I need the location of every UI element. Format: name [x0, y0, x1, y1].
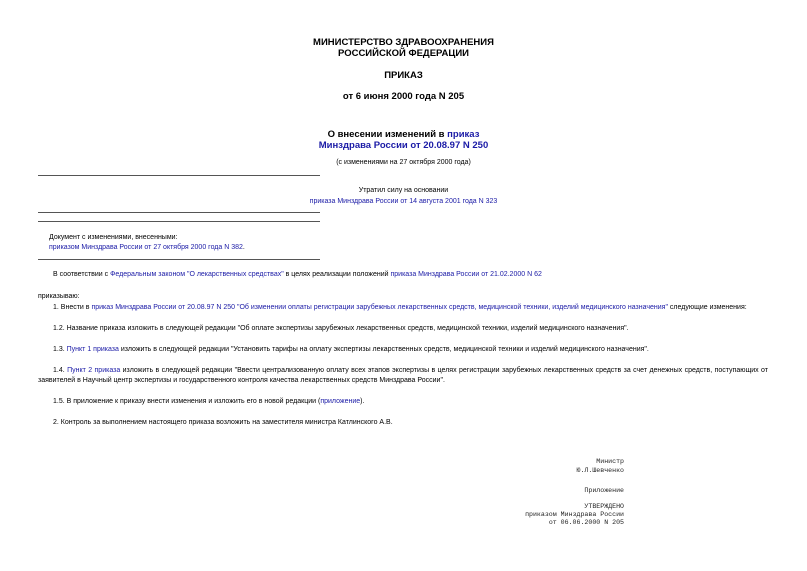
item-2: 2. Контроль за выполнением настоящего приказа возложить на заместителя министра Катлинского А.В. — [53, 419, 393, 426]
item-1-2: 1.2. Название приказа изложить в следующей редакции "Об оплате экспертизы зарубежных лекарственных средств, медицинской техники, изделий медицинского назначения". — [53, 325, 629, 332]
item-1-4-pre: 1.4. — [53, 367, 68, 374]
doc-type: ПРИКАЗ — [384, 70, 423, 81]
item-1-pre: 1. Внести в — [53, 304, 92, 311]
item-1-5-pre: 1.5. В приложение к приказу внести изменения и изложить его в новой редакции ( — [53, 398, 321, 405]
item-1-3-post: изложить в следующей редакции "Установить тарифы на оплату экспертизы лекарственных средств, медицинской техники и изделий медицинского назначения". — [118, 346, 649, 353]
item-1-post: следующие изменения: — [667, 304, 747, 311]
point-1-link[interactable]: Пункт 1 приказа — [66, 346, 119, 353]
changes-doc-suffix: . — [242, 244, 245, 251]
order-250-link[interactable]: приказ Минздрава России от 20.08.97 N 250 "Об изменении оплаты регистрации зарубежных лекарственных средств, медицинской техники, изделий медицинского назначения" — [91, 304, 668, 311]
lost-force-line — [0, 197, 807, 206]
changes-doc-link[interactable]: приказом Минздрава России от 27 октября 2000 года N 382 — [49, 244, 243, 251]
point-2-link[interactable]: Пункт 2 приказа — [67, 367, 121, 374]
divider — [38, 212, 320, 213]
preamble-text-2: в целях реализации положений — [283, 271, 391, 278]
preamble — [53, 270, 773, 280]
doc-title-line-2 — [0, 140, 807, 151]
order-word: приказываю: — [38, 293, 80, 300]
item-1-4 — [38, 366, 768, 385]
item-1-5-post: ). — [360, 398, 365, 405]
changes-doc-label: Документ с изменениями, внесенными: — [49, 234, 178, 241]
appendix-by: приказом Минздрава России — [525, 511, 624, 518]
lost-force-text: Утратил силу на основании — [358, 187, 449, 194]
federal-law-link[interactable]: Федеральным законом "О лекарственных средствах" — [110, 271, 284, 278]
item-1-4-post: изложить в следующей редакции "Ввести централизованную оплату всех этапов экспертизы в целях регистрации зарубежных лекарственных средств за счет денежных средств, поступающих от заявителей в Научный центр экспертизы и государственного контроля качества лекарственных средств Минздрава России". — [38, 367, 768, 384]
signature-name: Ю.Л.Шевченко — [576, 467, 624, 474]
title-order-link-2[interactable]: Минздрава России от 20.08.97 N 250 — [318, 140, 489, 151]
doc-date: от 6 июня 2000 года N 205 — [342, 91, 465, 102]
preamble-text-1: В соответствии с — [53, 271, 111, 278]
order-62-link[interactable]: приказа Минздрава России от 21.02.2000 N 62 — [390, 271, 542, 278]
lost-force-link[interactable]: приказа Минздрава России от 14 августа 2001 года N 323 — [309, 198, 498, 205]
amend-note: (с изменениями на 27 октября 2000 года) — [336, 159, 471, 166]
item-1 — [53, 303, 773, 313]
title-order-link[interactable]: приказ — [447, 129, 480, 140]
doc-title-prefix: О внесении изменений в — [327, 129, 448, 140]
divider — [38, 259, 320, 260]
item-1-3 — [53, 345, 773, 355]
divider — [38, 221, 320, 222]
item-1-5 — [53, 397, 773, 407]
appendix-approved: УТВЕРЖДЕНО — [584, 503, 624, 510]
doc-title-line-1 — [0, 129, 807, 140]
item-1-3-pre: 1.3. — [53, 346, 67, 353]
changes-doc-line — [49, 243, 245, 252]
ministry-line-1: МИНИСТЕРСТВО ЗДРАВООХРАНЕНИЯ — [313, 37, 494, 48]
signature-title: Министр — [596, 458, 624, 465]
appendix-link[interactable]: приложение — [320, 398, 361, 405]
divider — [38, 175, 320, 176]
appendix-date: от 06.06.2000 N 205 — [548, 519, 624, 526]
ministry-line-2: РОССИЙСКОЙ ФЕДЕРАЦИИ — [337, 48, 469, 59]
appendix-label: Приложение — [584, 487, 624, 494]
